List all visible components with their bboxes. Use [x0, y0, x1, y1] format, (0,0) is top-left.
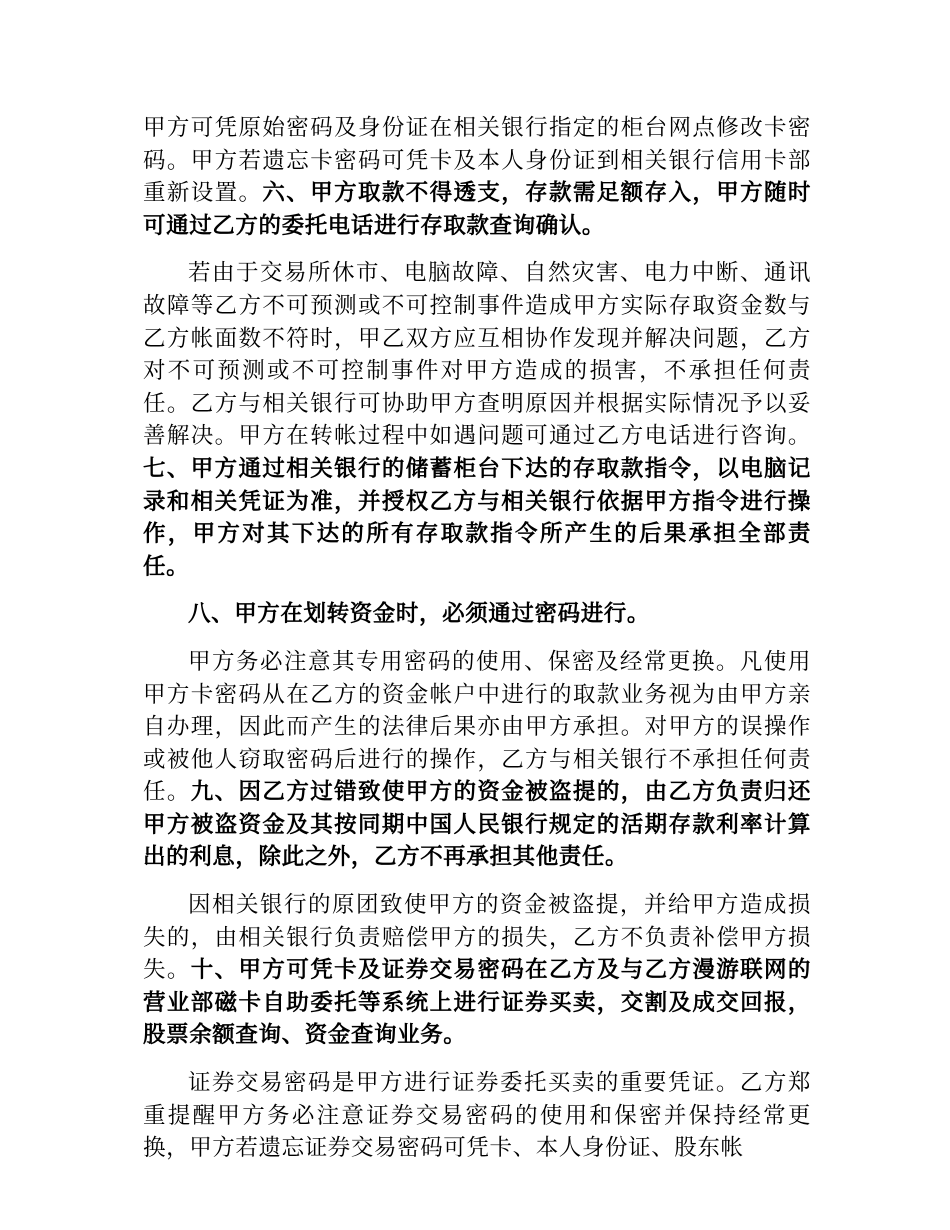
paragraph-1: [143, 112, 811, 242]
paragraph-2: [143, 257, 811, 583]
clause-10-heading: 十、甲方可凭卡及证券交易密码在乙方及与乙方漫游联网的营业部磁卡自助委托等系统上进行证券买卖，交割及成交回报，股票余额查询、资金查询业务。: [143, 957, 812, 1049]
paragraph-6-text: 证券交易密码是甲方进行证券委托买卖的重要凭证。乙方郑重提醒甲方务必注意证券交易密码的使用和保密并保持经常更换，甲方若遗忘证券交易密码可凭卡、本人身份证、股东帐: [143, 1070, 811, 1162]
paragraph-4-text: 甲方务必注意其专用密码的使用、保密及经常更换。凡使用甲方卡密码从在乙方的资金帐户中进行的取款业务视为由甲方亲自办理，因此而产生的法律后果亦由甲方承担。对甲方的误操作或被他人窃取密码后进行的操作，乙方与相关银行不承担任何责任。: [143, 648, 811, 806]
paragraph-1-text: 甲方可凭原始密码及身份证在相关银行指定的柜台网点修改卡密码。甲方若遗忘卡密码可凭卡及本人身份证到相关银行信用卡部重新设置。: [143, 115, 811, 207]
paragraph-2-text: 若由于交易所休市、电脑故障、自然灾害、电力中断、通讯故障等乙方不可预测或不可控制事件造成甲方实际存取资金数与乙方帐面数不符时，甲乙双方应互相协作发现并解决问题，乙方对不可预测或不可控制事件对甲方造成的损害，不承担任何责任。乙方与相关银行可协助甲方查明原因并根据实际情况予以妥善解决。甲方在转帐过程中如遇问题可通过乙方电话进行咨询。: [143, 260, 811, 450]
paragraph-5: [143, 889, 811, 1052]
paragraph-6: [143, 1067, 811, 1165]
document-page: [143, 112, 811, 1165]
paragraph-4: [143, 646, 811, 874]
paragraph-3: [143, 598, 811, 631]
paragraph-5-text: 因相关银行的原团致使甲方的资金被盗提，并给甲方造成损失的，由相关银行负责赔偿甲方的损失，乙方不负责补偿甲方损失。: [143, 892, 811, 984]
clause-7-heading: 七、甲方通过相关银行的储蓄柜台下达的存取款指令，以电脑记录和相关凭证为准，并授权乙方与相关银行依据甲方指令进行操作，甲方对其下达的所有存取款指令所产生的后果承担全部责任。: [143, 455, 811, 580]
clause-8-heading: 八、甲方在划转资金时，必须通过密码进行。: [188, 601, 651, 628]
clause-9-heading: 九、因乙方过错致使甲方的资金被盗提的，由乙方负责归还甲方被盗资金及其按同期中国人民银行规定的活期存款利率计算出的利息，除此之外，乙方不再承担其他责任。: [143, 779, 812, 871]
clause-6-heading: 六、甲方取款不得透支，存款需足额存入，甲方随时可通过乙方的委托电话进行存取款查询确认。: [143, 180, 811, 239]
